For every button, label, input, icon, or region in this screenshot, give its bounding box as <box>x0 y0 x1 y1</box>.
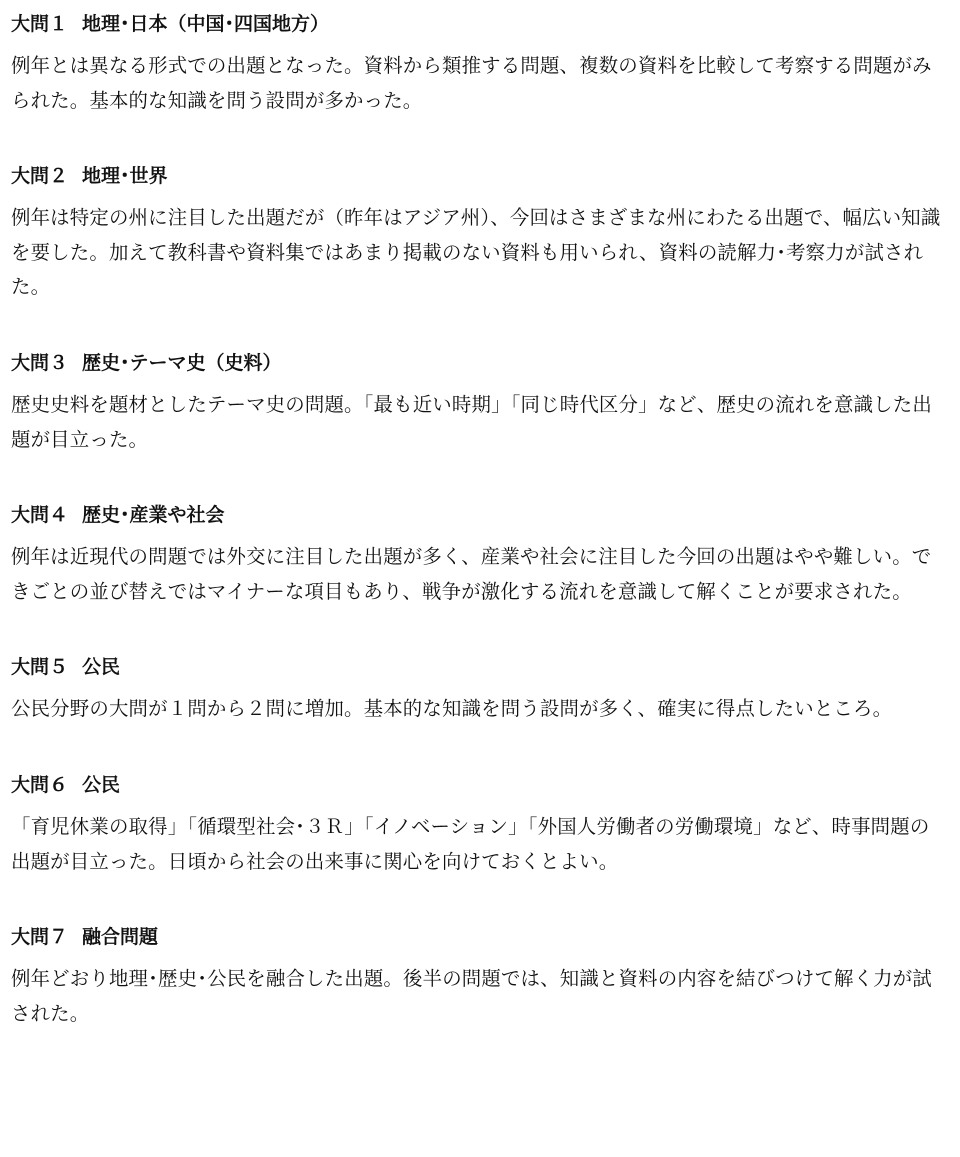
section-4 <box>11 500 942 609</box>
section-title: 公民 <box>82 773 121 796</box>
section-title: 歴史･テーマ史（史料） <box>82 351 282 374</box>
section-body: 公民分野の大問が１問から２問に増加。基本的な知識を問う設問が多く、確実に得点したいところ。 <box>11 697 893 721</box>
section-1 <box>11 9 942 118</box>
section-heading <box>11 652 942 682</box>
section-number: 大問３ <box>11 351 69 374</box>
section-body: 例年どおり地理･歴史･公民を融合した出題。後半の問題では、知識と資料の内容を結びつけて解く力が試された。 <box>11 967 932 1025</box>
section-heading <box>11 9 942 39</box>
section-body: 歴史史料を題材としたテーマ史の問題。「最も近い時期」「同じ時代区分」など、歴史の流れを意識した出題が目立った。 <box>11 392 932 451</box>
section-heading <box>11 161 942 191</box>
section-body: 例年とは異なる形式での出題となった。資料から類推する問題、複数の資料を比較して考察する問題がみられた。基本的な知識を問う設問が多かった。 <box>11 54 932 112</box>
section-number: 大問２ <box>11 165 69 188</box>
section-title: 歴史･産業や社会 <box>82 504 225 527</box>
section-title: 公民 <box>82 656 121 679</box>
section-number: 大問５ <box>11 656 69 679</box>
section-number: 大問４ <box>11 504 69 527</box>
section-heading <box>11 348 942 378</box>
section-heading <box>11 770 942 800</box>
section-6 <box>11 770 942 879</box>
section-title: 地理･世界 <box>82 165 168 188</box>
section-title: 地理･日本（中国･四国地方） <box>82 13 330 35</box>
section-number: 大問７ <box>11 926 69 949</box>
section-number: 大問６ <box>11 773 69 796</box>
section-title: 融合問題 <box>82 926 159 949</box>
section-heading <box>11 500 942 530</box>
section-body: 例年は近現代の問題では外交に注目した出題が多く、産業や社会に注目した今回の出題はやや難しい。できごとの並び替えではマイナーな項目もあり、戦争が激化する流れを意識して解くことが要求された。 <box>11 545 932 603</box>
section-5 <box>11 652 942 727</box>
section-3 <box>11 348 942 457</box>
section-2 <box>11 161 942 305</box>
section-7 <box>11 922 942 1031</box>
section-body: 例年は特定の州に注目した出題だが（昨年はアジア州）、今回はさまざまな州にわたる出題で、幅広い知識を要した。加えて教科書や資料集ではあまり掲載のない資料も用いられ、資料の読解力･考察力が試された。 <box>11 206 941 299</box>
section-body: 「育児休業の取得」「循環型社会･３Ｒ」「イノベーション」「外国人労働者の労働環境」など、時事問題の出題が目立った。日頃から社会の出来事に関心を向けておくとよい。 <box>11 814 930 873</box>
section-number: 大問１ <box>11 13 69 35</box>
section-heading <box>11 922 942 952</box>
